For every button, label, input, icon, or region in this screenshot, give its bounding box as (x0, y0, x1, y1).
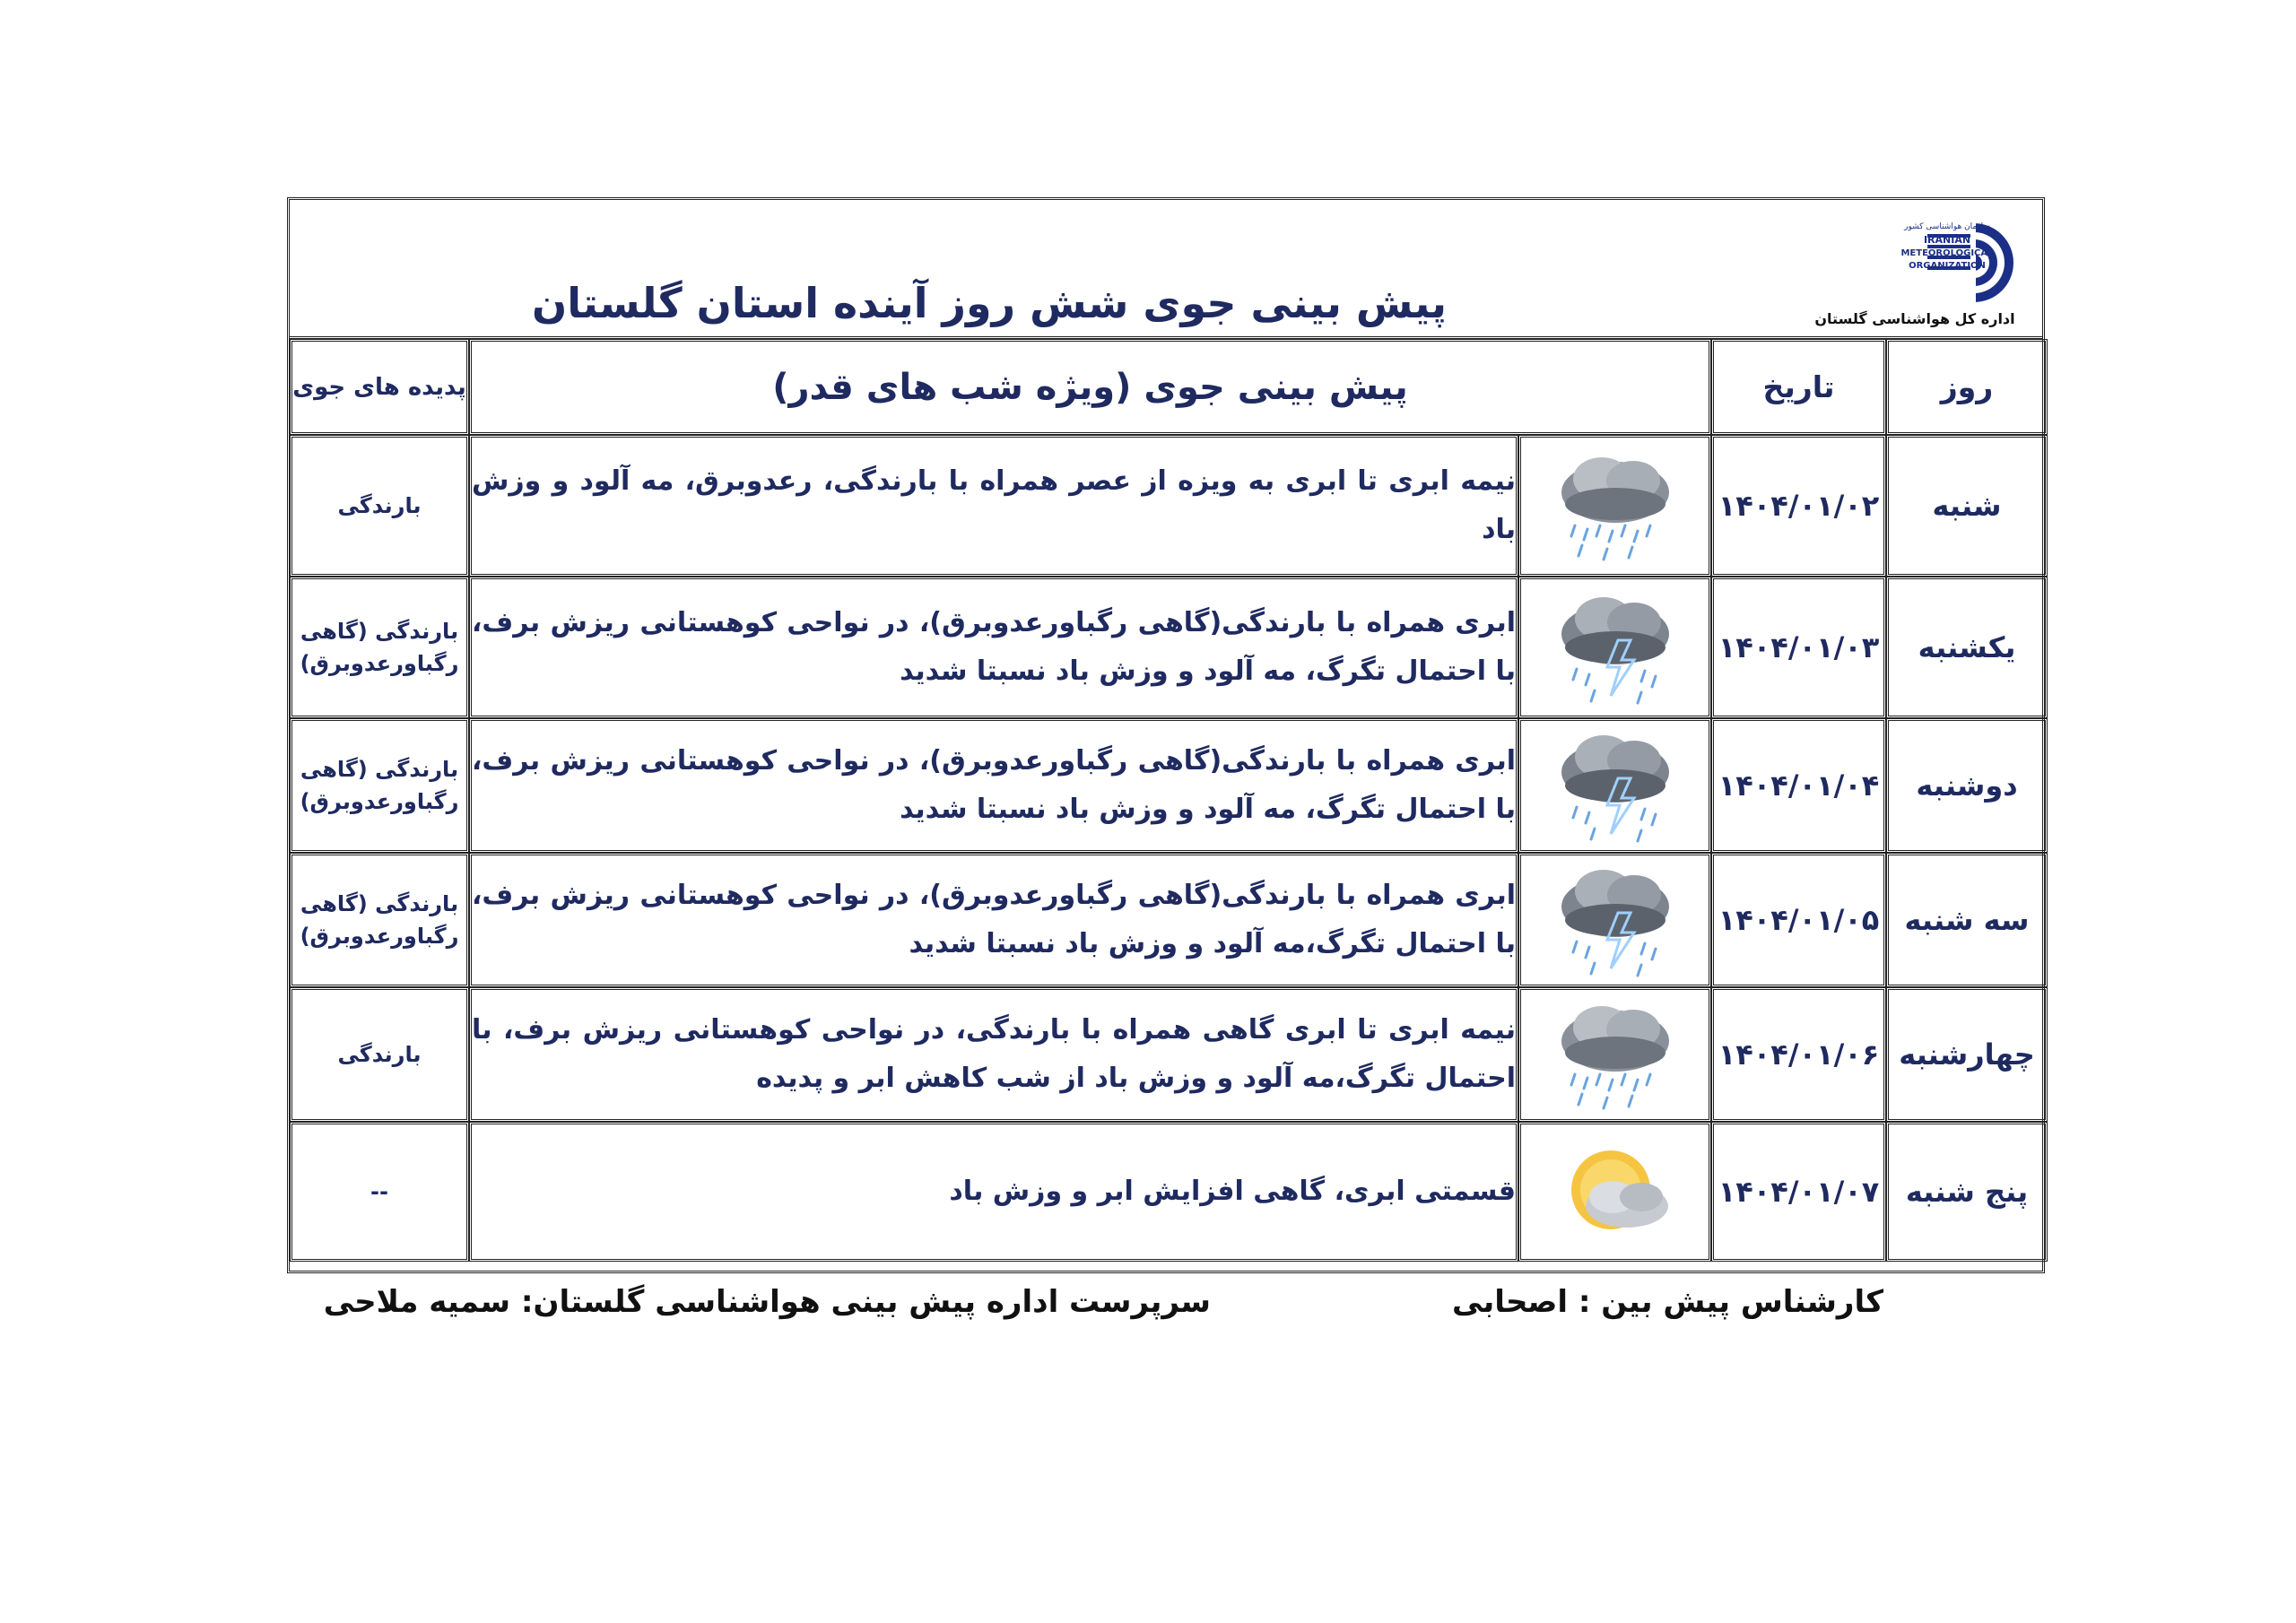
header-date: تاریخ (1711, 339, 1886, 435)
weather-icon-cell (1518, 435, 1711, 577)
header-forecast: پیش بینی جوی (ویژه شب های قدر) (469, 339, 1711, 435)
phenomena-cell: بارندگی (290, 987, 469, 1122)
day-cell: شنبه (1886, 435, 2048, 577)
header-phenomena: پدیده های جوی (290, 339, 469, 435)
logo-tagline: اداره کل هواشناسی گلستان (1814, 310, 2015, 327)
logo-emblem-icon (1813, 216, 2022, 306)
date-cell: ۱۴۰۴/۰۱/۰۵ (1711, 853, 1886, 987)
date-cell: ۱۴۰۴/۰۱/۰۲ (1711, 435, 1886, 577)
date-cell: ۱۴۰۴/۰۱/۰۷ (1711, 1122, 1886, 1262)
phenomena-cell: بارندگی (گاهی رگباورعدوبرق) (290, 577, 469, 718)
thunderstorm-icon (1548, 723, 1683, 848)
phenomena-cell: بارندگی (گاهی رگباورعدوبرق) (290, 718, 469, 853)
forecast-description: نیمه ابری تا ابری به ویزه از عصر همراه با بارندگی، رعدوبرق، مه آلود و وزش باد (469, 435, 1518, 577)
day-cell: پنج شنبه (1886, 1122, 2048, 1262)
forecast-sheet (287, 197, 2045, 1273)
title-row (290, 200, 2042, 339)
table-row (290, 577, 2048, 718)
table-row (290, 987, 2048, 1122)
phenomena-cell: بارندگی (گاهی رگباورعدوبرق) (290, 853, 469, 987)
footer-supervisor: سرپرست اداره پیش بینی هواشناسی گلستان: سمیه ملاحی (323, 1284, 1211, 1320)
weather-icon-cell (1518, 1122, 1711, 1262)
day-cell: دوشنبه (1886, 718, 2048, 853)
partly-cloudy-icon (1548, 1129, 1683, 1254)
day-cell: یکشنبه (1886, 577, 2048, 718)
forecast-description: نیمه ابری تا ابری گاهی همراه با بارندگی، در نواحی کوهستانی ریزش برف، با احتمال تگرگ،مه آلود و وزش باد از شب کاهش ابر و پدیده (469, 987, 1518, 1122)
svg-text:IRANIAN: IRANIAN (1923, 234, 1971, 246)
table-row (290, 853, 2048, 987)
date-cell: ۱۴۰۴/۰۱/۰۶ (1711, 987, 1886, 1122)
meteorological-organization-logo (1807, 211, 2022, 327)
table-header-row (290, 339, 2048, 435)
page-title: پیش بینی جوی شش روز آینده استان گلستان (531, 279, 1448, 327)
svg-text:سازمان هواشناسی کشور: سازمان هواشناسی کشور (1904, 222, 1990, 231)
forecast-description: ابری همراه با بارندگی(گاهی رگباورعدوبرق)، در نواحی کوهستانی ریزش برف، با احتمال تگرگ، مه آلود و وزش باد نسبتا شدید (469, 577, 1518, 718)
forecast-table (290, 339, 2048, 1262)
forecast-description: قسمتی ابری، گاهی افزایش ابر و وزش باد (469, 1122, 1518, 1262)
date-cell: ۱۴۰۴/۰۱/۰۴ (1711, 718, 1886, 853)
forecast-description: ابری همراه با بارندگی(گاهی رگباورعدوبرق)، در نواحی کوهستانی ریزش برف، با احتمال تگرگ، مه آلود و وزش باد نسبتا شدید (469, 718, 1518, 853)
weather-icon-cell (1518, 577, 1711, 718)
weather-icon-cell (1518, 718, 1711, 853)
rain-cloud-icon (1548, 443, 1683, 568)
rain-cloud-icon (1548, 992, 1683, 1117)
day-cell: سه شنبه (1886, 853, 2048, 987)
phenomena-cell: بارندگی (290, 435, 469, 577)
header-day: روز (1886, 339, 2048, 435)
phenomena-cell: -- (290, 1122, 469, 1262)
date-cell: ۱۴۰۴/۰۱/۰۳ (1711, 577, 1886, 718)
table-row (290, 435, 2048, 577)
day-cell: چهارشنبه (1886, 987, 2048, 1122)
table-row (290, 1122, 2048, 1262)
thunderstorm-icon (1548, 857, 1683, 983)
svg-text:METEOROLOGICAL: METEOROLOGICAL (1900, 248, 1994, 258)
thunderstorm-icon (1548, 585, 1683, 710)
table-row (290, 718, 2048, 853)
weather-icon-cell (1518, 987, 1711, 1122)
footer-forecaster: کارشناس پیش بین : اصحابی (1452, 1284, 1883, 1320)
forecast-description: ابری همراه با بارندگی(گاهی رگباورعدوبرق)، در نواحی کوهستانی ریزش برف، با احتمال تگرگ،مه آلود و وزش باد نسبتا شدید (469, 853, 1518, 987)
weather-icon-cell (1518, 853, 1711, 987)
svg-text:ORGANIZATION: ORGANIZATION (1909, 261, 1986, 271)
